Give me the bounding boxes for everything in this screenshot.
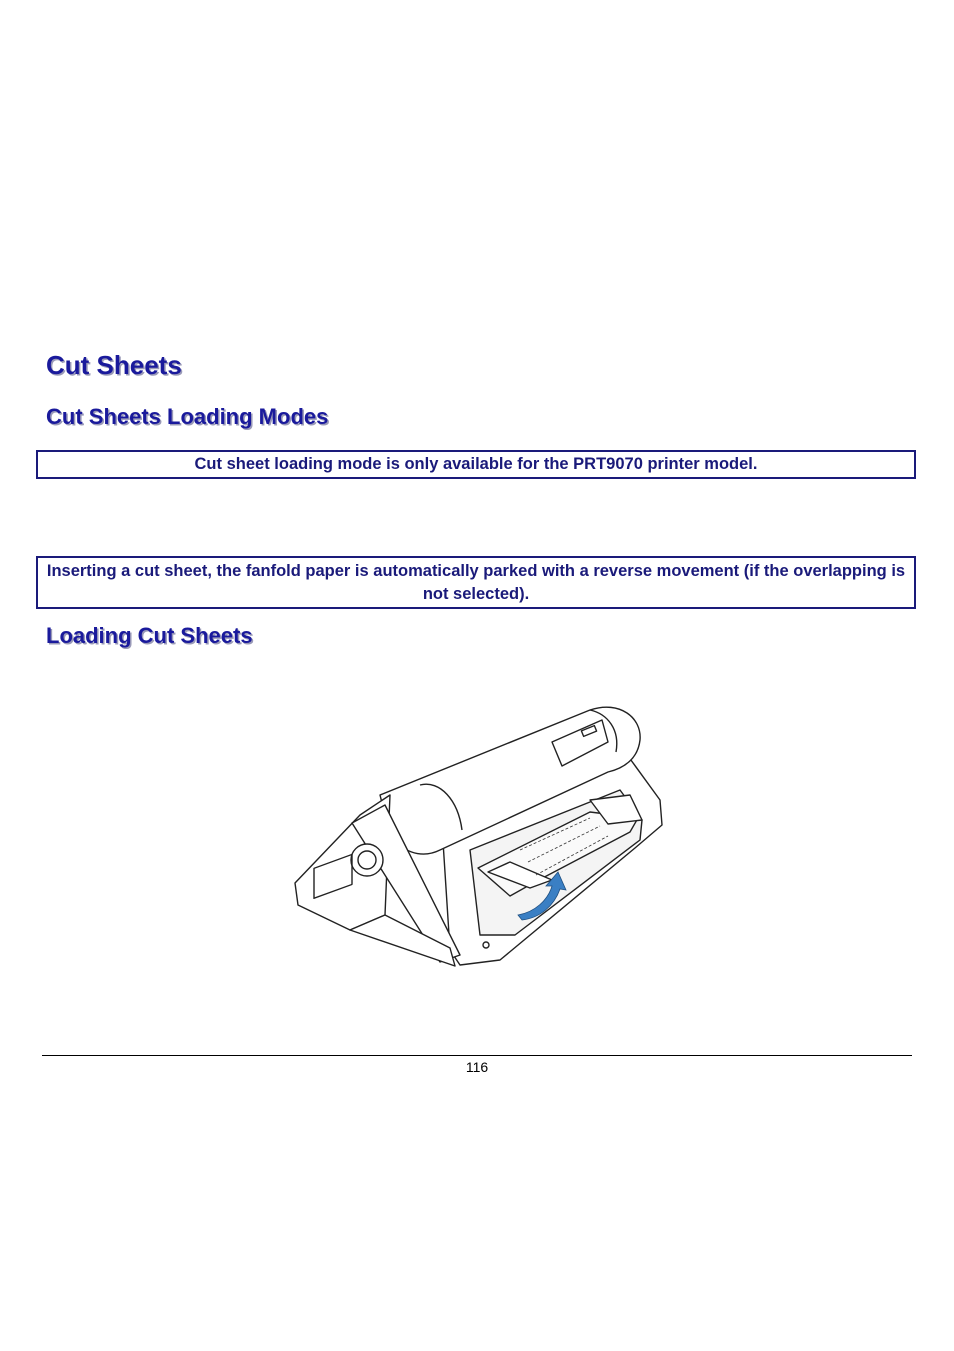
parking-note-box <box>36 556 916 609</box>
page-number: 116 <box>465 1059 489 1075</box>
platen-knob <box>351 844 383 876</box>
model-note-text: Cut sheet loading mode is only available for the PRT9070 printer model. <box>194 455 758 473</box>
model-note-box <box>36 450 916 479</box>
footer-rule <box>42 1055 912 1056</box>
page-title: Cut Sheets <box>46 350 182 380</box>
section-heading-loading-modes: Cut Sheets Loading Modes <box>46 404 329 429</box>
parking-note-text: Inserting a cut sheet, the fanfold paper is automatically parked with a reverse movement (if the overlapping is not selected). <box>46 562 906 603</box>
section-heading-loading-cut-sheets: Loading Cut Sheets <box>46 623 253 648</box>
printer-illustration <box>290 700 668 972</box>
